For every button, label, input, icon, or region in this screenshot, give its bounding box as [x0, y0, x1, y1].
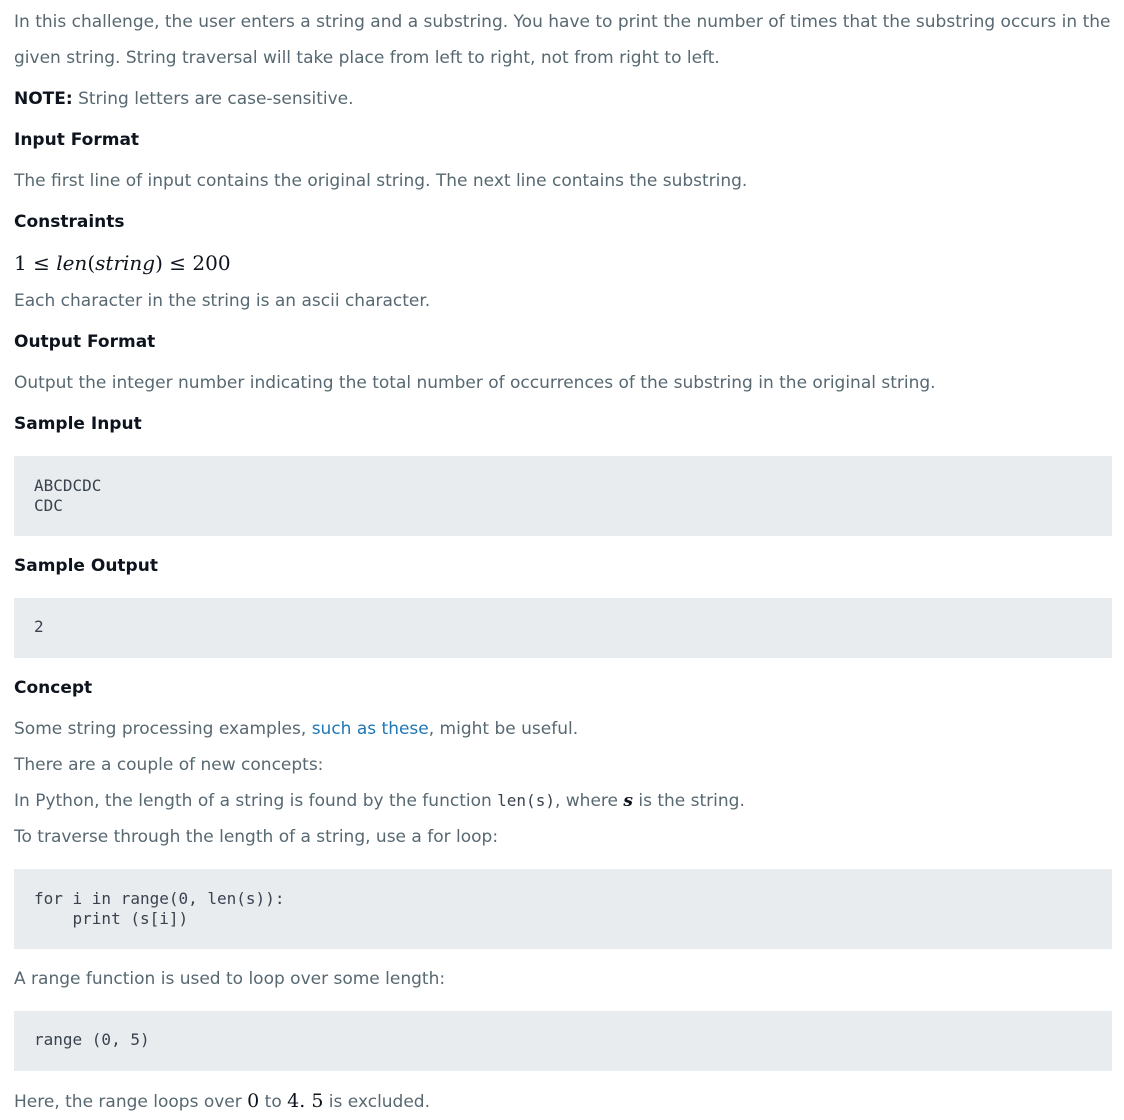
concept-heading: Concept — [14, 678, 93, 698]
concept-p1-before: Some string processing examples, — [14, 719, 312, 739]
sample-output-code[interactable]: 2 — [14, 598, 1112, 658]
note-paragraph — [14, 81, 1112, 117]
note-text: String letters are case-sensitive. — [72, 89, 354, 109]
range-code[interactable]: range (0, 5) — [14, 1011, 1112, 1071]
math-open: ( — [87, 251, 96, 275]
note-label: NOTE: — [14, 89, 73, 109]
concept-paragraph-4: To traverse through the length of a string, use a for loop: — [14, 827, 499, 847]
concept-p6-mid: to — [259, 1092, 288, 1112]
math-rhs: ≤ 200 — [162, 251, 231, 275]
concept-p6-dot: . — [299, 1090, 312, 1112]
len-inline-code: len(s) — [497, 791, 555, 810]
concept-paragraph-3 — [14, 783, 1112, 819]
concept-p6-before: Here, the range loops over — [14, 1092, 248, 1112]
input-format-heading: Input Format — [14, 130, 140, 150]
concept-paragraph-1 — [14, 711, 1112, 747]
constraints-text: Each character in the string is an ascii character. — [14, 291, 431, 311]
concept-p3-mid: , where — [554, 791, 624, 811]
concept-paragraph-5: A range function is used to loop over some length: — [14, 969, 446, 989]
math-lhs: 1 ≤ — [14, 251, 57, 275]
for-loop-code[interactable]: for i in range(0, len(s)): print (s[i]) — [14, 869, 1112, 949]
output-format-text: Output the integer number indicating the total number of occurrences of the substring in the original string. — [14, 373, 936, 393]
constraint-math — [14, 251, 231, 275]
range-excluded-math: 5 — [311, 1090, 324, 1112]
constraints-heading: Constraints — [14, 212, 125, 232]
input-format-text: The first line of input contains the original string. The next line contains the substring. — [14, 171, 748, 191]
sample-input-code[interactable]: ABCDCDC CDC — [14, 456, 1112, 536]
concept-p3-before: In Python, the length of a string is found by the function — [14, 791, 498, 811]
intro-paragraph: In this challenge, the user enters a string and a substring. You have to print the number of times that the substring occurs in the given string. String traversal will take place from left to right, not from right to left. — [14, 12, 1111, 68]
concept-p3-after: is the string. — [632, 791, 745, 811]
sample-input-heading: Sample Input — [14, 414, 142, 434]
concept-paragraph-2: There are a couple of new concepts: — [14, 755, 324, 775]
s-variable: s — [623, 791, 633, 811]
math-arg: string — [95, 251, 156, 275]
constraint-formula — [14, 245, 1112, 283]
math-fn: len — [56, 251, 88, 275]
string-examples-link[interactable]: such as these — [311, 719, 429, 739]
sample-output-heading: Sample Output — [14, 556, 158, 576]
range-start-math: 0 — [247, 1090, 260, 1112]
concept-p1-after: , might be useful. — [428, 719, 579, 739]
math-close: ) — [155, 251, 163, 275]
concept-p6-after: is excluded. — [323, 1092, 431, 1112]
concept-paragraph-6 — [14, 1083, 1112, 1120]
output-format-heading: Output Format — [14, 332, 156, 352]
range-end-math: 4 — [287, 1090, 300, 1112]
